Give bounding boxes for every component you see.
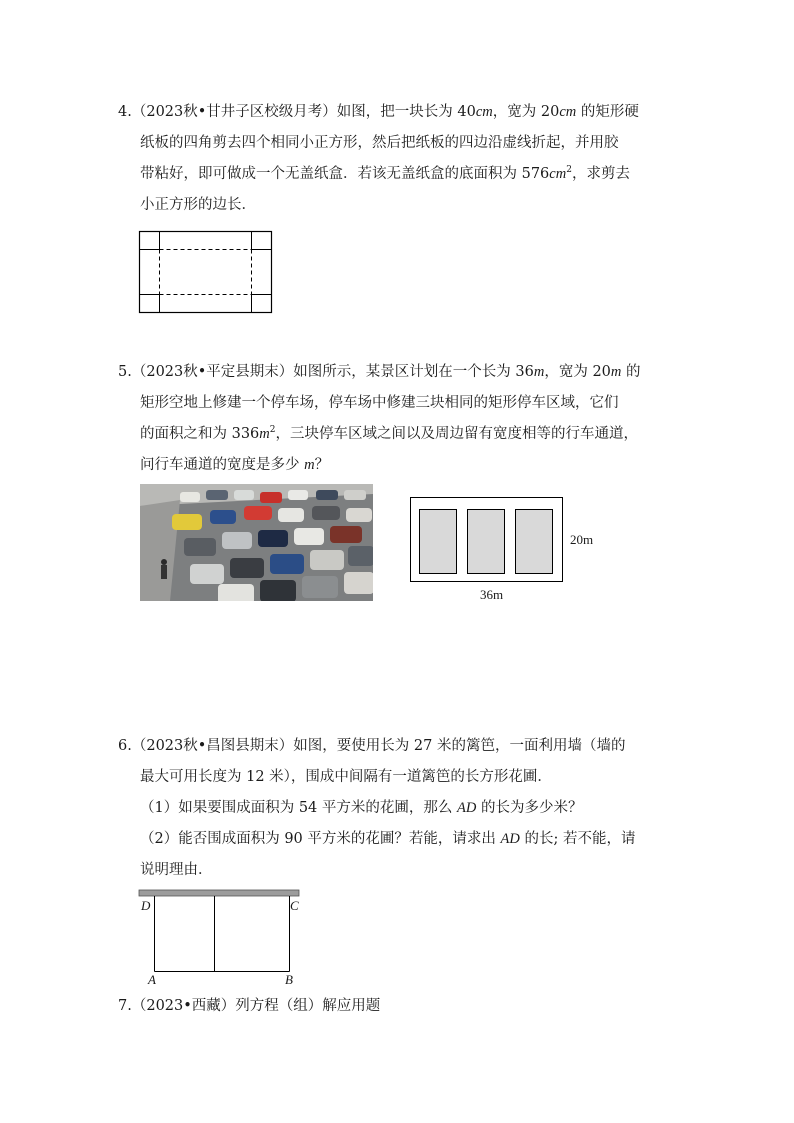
parking-plan-figure: [410, 497, 564, 583]
problem-7-line-1: 7.（2023•西藏）列方程（组）解应用题: [118, 998, 381, 1014]
garden-label-d: D: [141, 898, 151, 913]
problem-5-line-3: 的面积之和为 $336m^2$，三块停车区域之间以及周边留有宽度相等的行车通道，: [140, 425, 639, 442]
problem-6-part-1: （1）如果要围成面积为 54 平方米的花圃，那么 AD 的长为多少米？: [140, 800, 583, 816]
problem-6-line-5: 说明理由．: [140, 862, 213, 878]
plan-width-label: 20m: [570, 532, 594, 547]
parking-lot-photo: [140, 484, 373, 601]
cardboard-figure: [139, 231, 273, 314]
problem-4-line-4: 小正方形的边长．: [140, 197, 256, 213]
problem-6-part-2: （2）能否围成面积为 90 平方米的花圃？若能，请求出 AD 的长; 若不能，请: [140, 831, 636, 847]
garden-label-c: C: [290, 898, 299, 913]
problem-4-line-2: 纸板的四角剪去四个相同小正方形，然后把纸板的四边沿虚线折起，并用胶: [140, 135, 619, 151]
problem-5-line-2: 矩形空地上修建一个停车场，停车场中修建三块相同的矩形停车区域，它们: [140, 395, 619, 411]
problem-5-line-1: 5.（2023秋•平定县期末）如图所示，某景区计划在一个长为 36m，宽为 20m 的: [118, 364, 641, 380]
problem-5-line-4: 问行车通道的宽度是多少 m？: [140, 457, 330, 473]
problem-6-line-1: 6.（2023秋•昌图县期末）如图，要使用长为 27 米的篱笆，一面利用墙（墙的: [118, 738, 626, 754]
problem-4-line-3: 带粘好，即可做成一个无盖纸盒．若该无盖纸盒的底面积为 $576cm^2$，求剪去: [140, 165, 630, 182]
problem-4-line-1: 4.（2023秋•甘井子区校级月考）如图，把一块长为 40cm，宽为 20cm 的矩形硬: [118, 104, 639, 120]
garden-label-a: A: [148, 972, 156, 987]
plan-length-label: 36m: [480, 587, 504, 602]
garden-label-b: B: [285, 972, 293, 987]
problem-6-line-2: 最大可用长度为 12 米），围成中间隔有一道篱笆的长方形花圃．: [140, 769, 552, 785]
garden-figure: [139, 890, 301, 974]
